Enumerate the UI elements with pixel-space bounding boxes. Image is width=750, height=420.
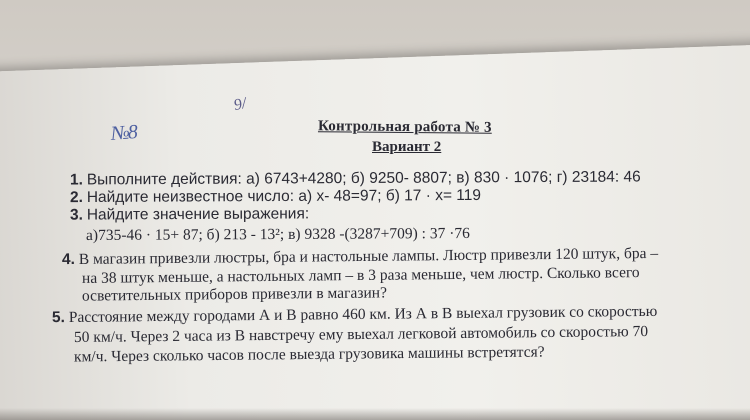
task-number: 4. [61,250,76,269]
task-3-expressions [86,225,470,245]
handwritten-mark: 9/ [232,94,248,115]
task-number: 5. [51,309,66,327]
task-text: км/ч. Через сколько часов после выезда грузовика машины встретятся? [73,343,545,366]
handwritten-number: №8 [110,121,137,145]
task-text: Выполните действия: а) 6743+4280; б) 9250- 8807; в) 830 · 1076; г) 23184: 46 [86,168,641,189]
task-text: В магазин привезли люстры, бра и настольные лампы. Люстр привезли 120 штук, бра – [78,244,659,268]
task-5-line-3 [74,344,545,367]
task-1 [70,169,641,190]
task-text: осветительных приборов привезли в магазин? [81,284,387,305]
task-2 [70,187,481,207]
worksheet-variant: Вариант 2 [372,139,442,155]
task-number: 2. [69,189,83,207]
task-number: 3. [69,206,83,224]
task-number: 1. [69,171,83,189]
task-text: а)735-46 · 15+ 87; б) 213 - 13²; в) 9328 -(3287+709) : 37 ·76 [85,224,470,245]
task-3 [70,205,309,224]
worksheet-title: Контрольная работа № 3 [317,118,492,136]
task-text: Расстояние между городами А и В равно 460 км. Из А в В выехал грузовик со скоростью [68,302,658,326]
task-text: на 38 штук меньше, а настольных ламп – в 3 раза меньше, чем люстр. Сколько всего [81,264,640,287]
task-text: Найдите значение выражения: [86,205,310,224]
bottom-shadow [0,408,750,420]
task-text: 50 км/ч. Через 2 часа из В навстречу ему выехал легковой автомобиль со скоростью 70 [73,322,649,347]
task-5-line-2 [74,323,648,347]
task-4-line-3 [82,284,387,305]
task-text: Найдите неизвестное число: а) х- 48=97; б) 17 · х= 119 [86,186,482,206]
